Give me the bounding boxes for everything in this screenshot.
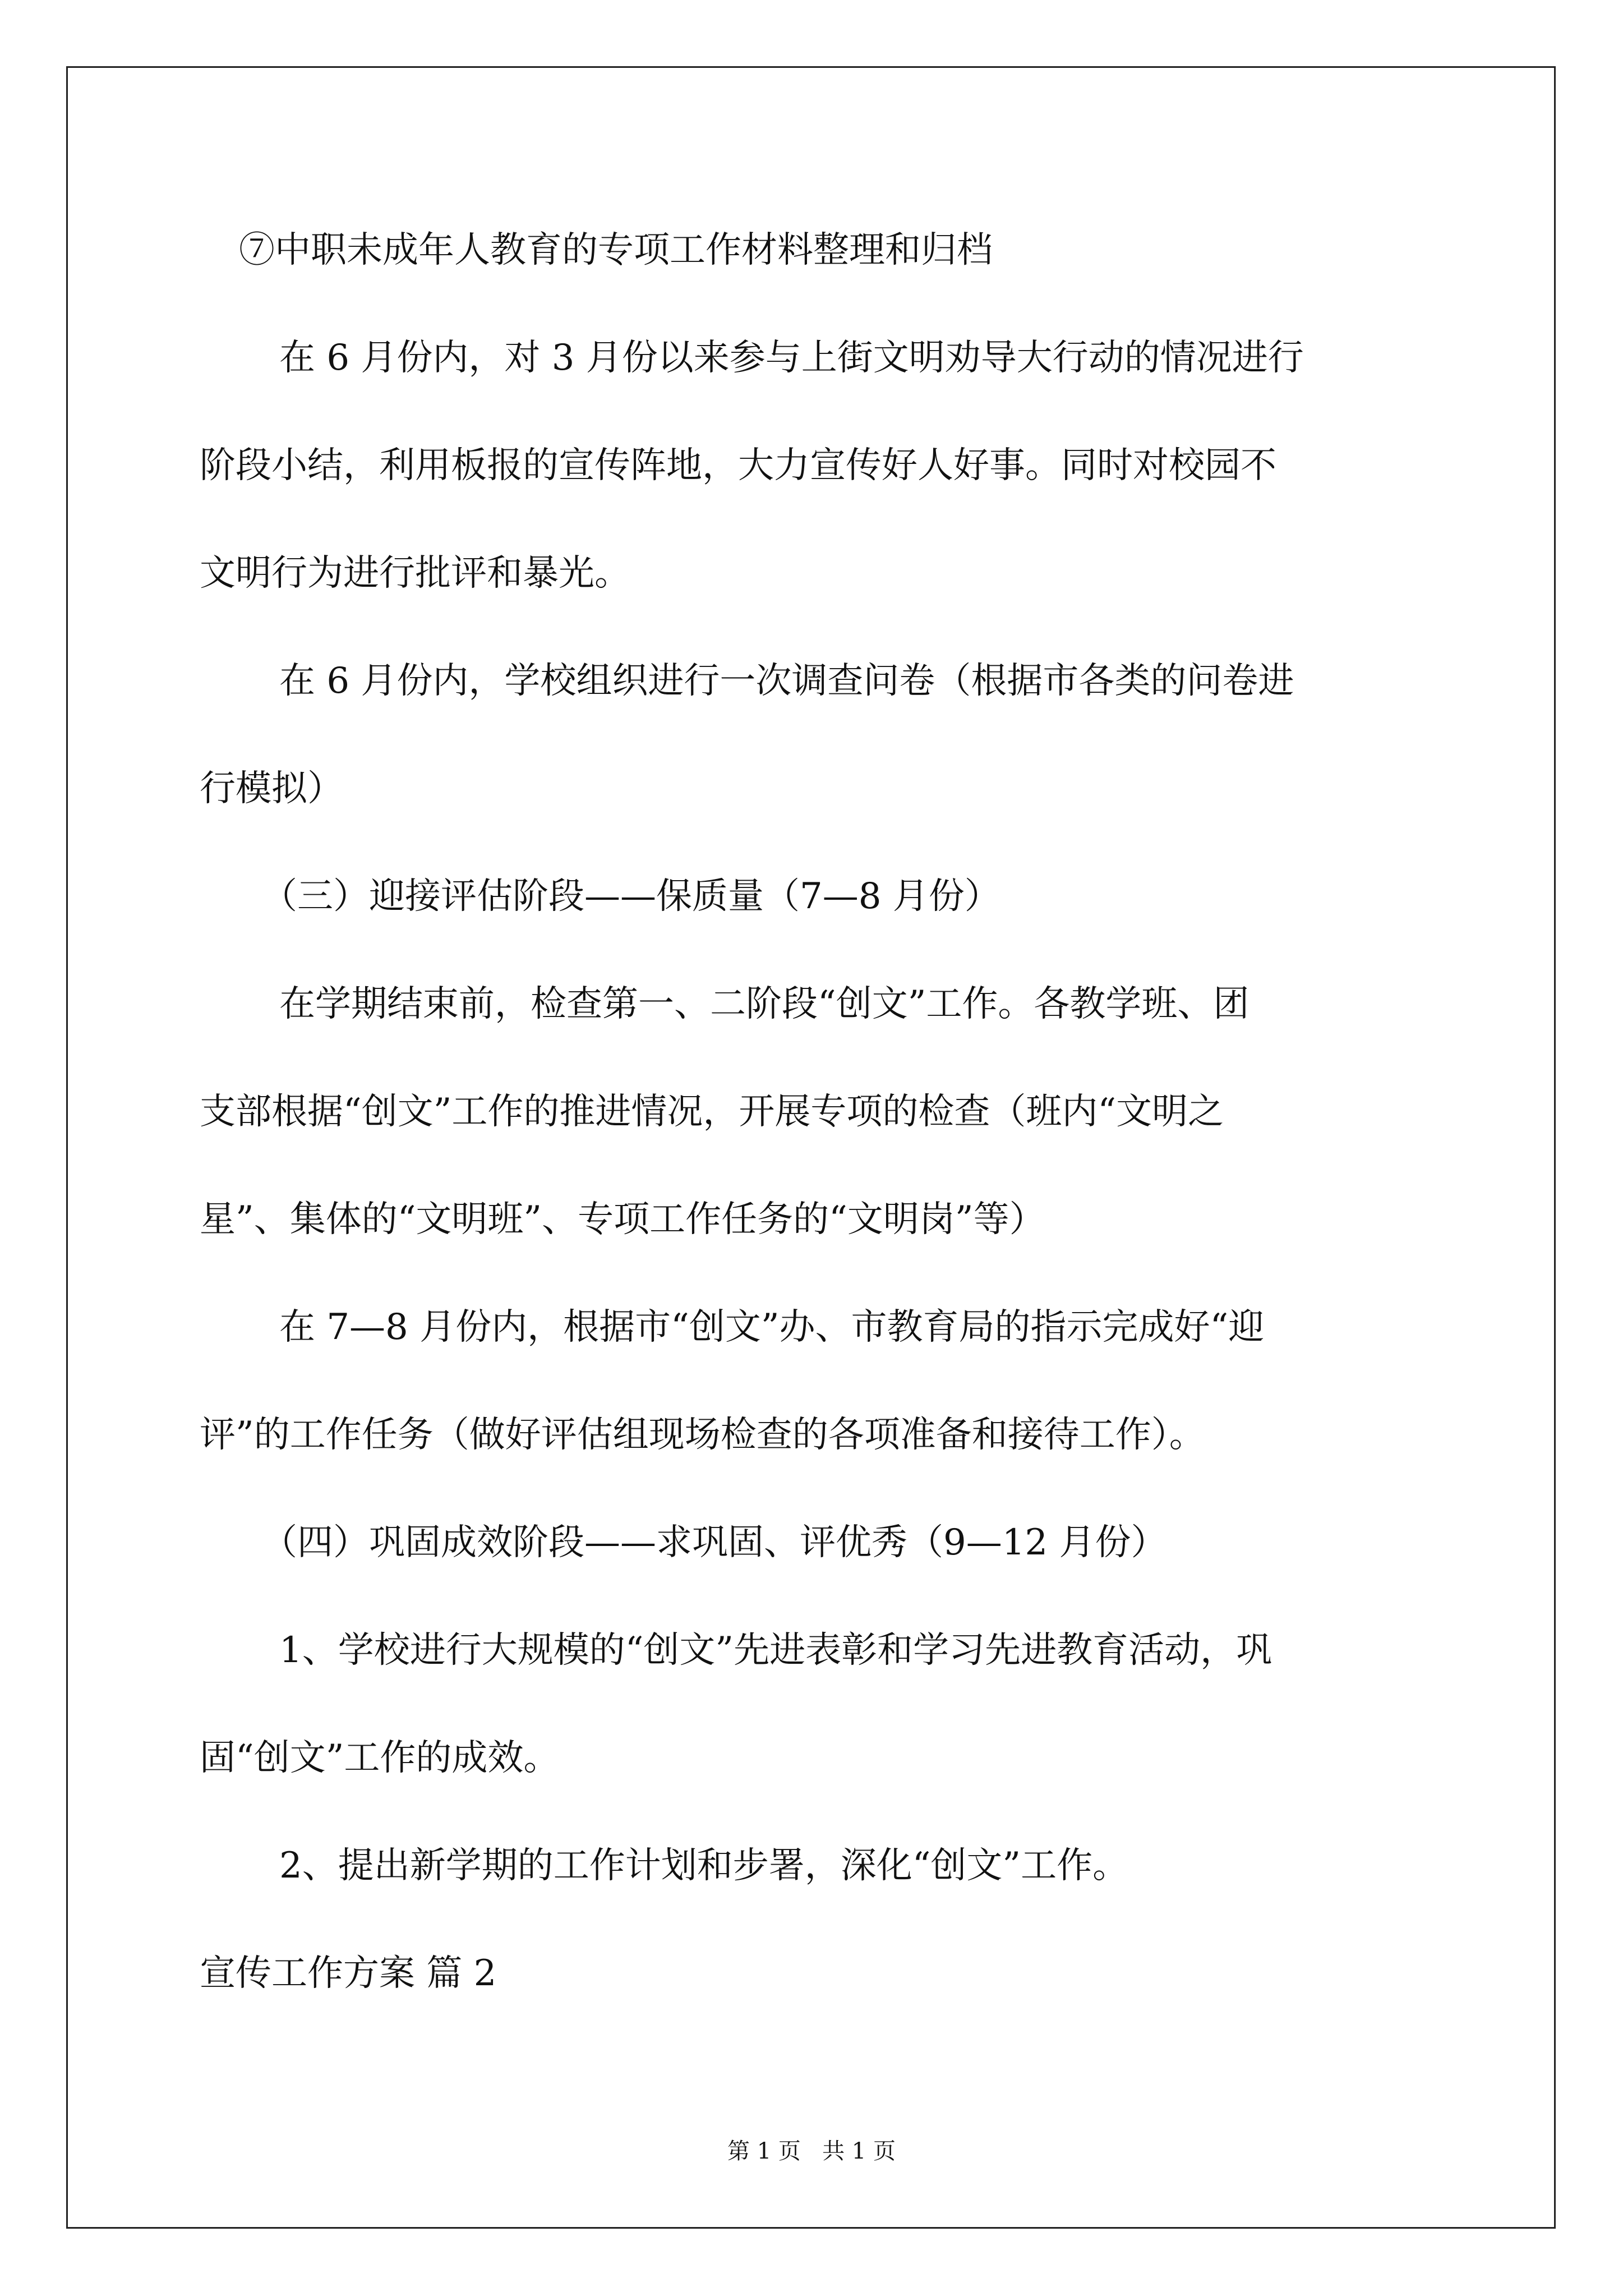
paragraph-line: 阶段小结，利用板报的宣传阵地，大力宣传好人好事。同时对校园不 <box>200 445 1276 486</box>
section-heading: （三）迎接评估阶段——保质量（7—8 月份） <box>261 876 1000 917</box>
paragraph-line: 评”的工作任务（做好评估组现场检查的各项准备和接待工作）。 <box>200 1414 1205 1456</box>
paragraph-line: 支部根据“创文”工作的推进情况，开展专项的检查（班内“文明之 <box>200 1091 1224 1133</box>
paragraph-line: 文明行为进行批评和暴光。 <box>200 553 630 594</box>
paragraph-line: 在学期结束前，检查第一、二阶段“创文”工作。各教学班、团 <box>279 983 1249 1025</box>
document-heading: 宣传工作方案 篇 2 <box>200 1953 497 1994</box>
paragraph-line: 在 6 月份内，对 3 月份以来参与上街文明劝导大行动的情况进行 <box>279 337 1304 379</box>
paragraph-line: 固“创文”工作的成效。 <box>200 1737 560 1779</box>
paragraph-line: 在 6 月份内，学校组织进行一次调查问卷（根据市各类的问卷进 <box>279 660 1294 702</box>
paragraph-line: 2、提出新学期的工作计划和步署，深化“创文”工作。 <box>279 1845 1129 1887</box>
section-heading: （四）巩固成效阶段——求巩固、评优秀（9—12 月份） <box>261 1522 1167 1563</box>
paragraph-line: ⑦中职未成年人教育的专项工作材料整理和归档 <box>239 229 993 271</box>
paragraph-line: 行模拟） <box>200 768 343 809</box>
page-footer: 第 1 页 共 1 页 <box>727 2138 896 2164</box>
paragraph-line: 星”、集体的“文明班”、专项工作任务的“文明岗”等） <box>200 1199 1045 1240</box>
paragraph-line: 在 7—8 月份内，根据市“创文”办、市教育局的指示完成好“迎 <box>279 1306 1265 1348</box>
page-border <box>66 66 1556 2229</box>
paragraph-line: 1、学校进行大规模的“创文”先进表彰和学习先进教育活动，巩 <box>279 1630 1272 1671</box>
